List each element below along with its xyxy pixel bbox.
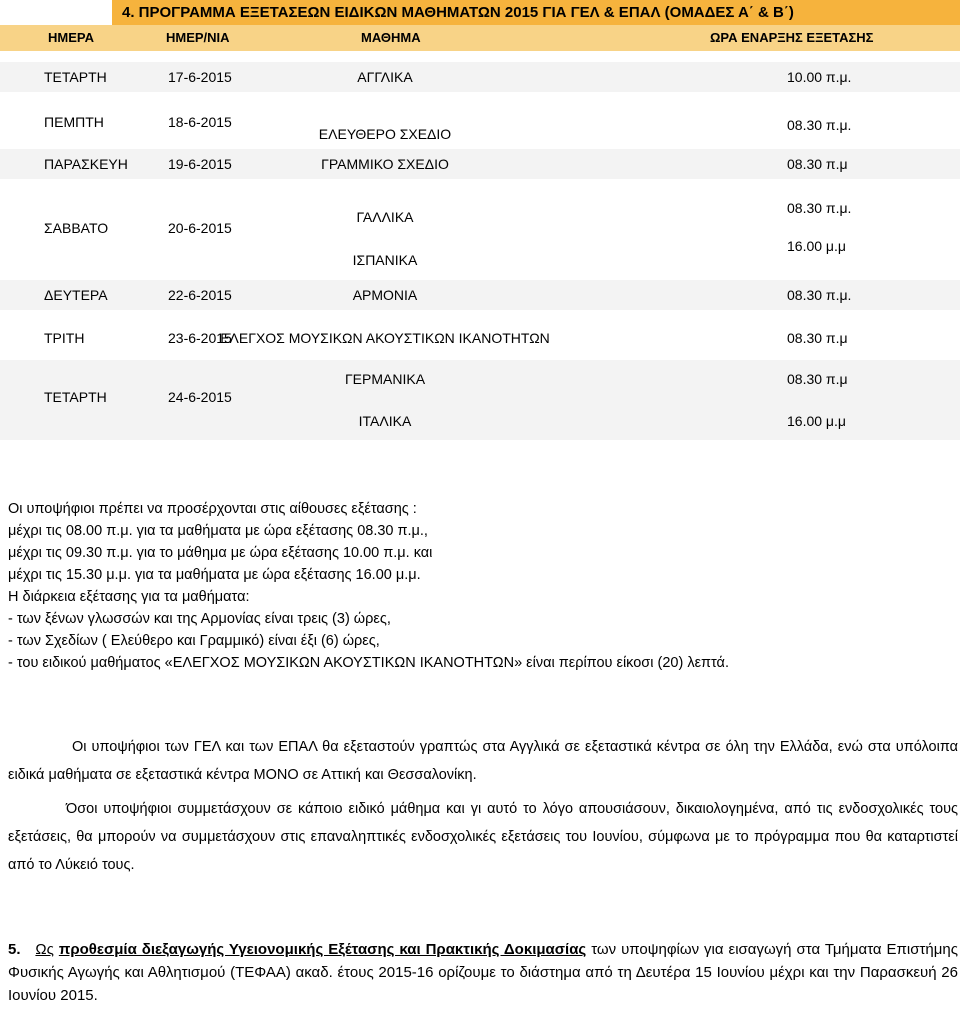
section-5 xyxy=(8,938,958,1007)
paragraph-text: Όσοι υποψήφιοι συμμετάσχουν σε κάποιο ειδικό μάθημα και γι αυτό το λόγο απουσιάσουν, δικαιολογημένα, από τις ενδοσχολικές τους εξετάσεις, θα μπορούν να συμμετάσχουν στις επαναληπτικές ενδοσχολικές εξετάσεις του Ιουνίου, σύμφωνα με το πρόγραμμα που θα καταρτιστεί από το Λύκειό τους. xyxy=(8,801,958,873)
header-time: ΩΡΑ ΕΝΑΡΞΗΣ ΕΞΕΤΑΣΗΣ xyxy=(710,30,874,45)
row-subject: ΕΛΕΥΘΕΡΟ ΣΧΕΔΙΟ xyxy=(318,126,452,142)
row-subject: ΙΤΑΛΙΚΑ xyxy=(358,413,412,429)
row-time: 16.00 μ.μ xyxy=(787,238,846,254)
row-subject: ΓΑΛΛΙΚΑ xyxy=(356,209,414,225)
note-line: μέχρι τις 15.30 μ.μ. για τα μαθήματα με ώρα εξέτασης 16.00 μ.μ. xyxy=(8,567,421,583)
row-subject: ΑΡΜΟΝΙΑ xyxy=(352,287,418,303)
row-time: 08.30 π.μ. xyxy=(787,287,852,303)
table-row xyxy=(0,193,960,277)
row-date: 22-6-2015 xyxy=(168,287,232,303)
note-line: Η διάρκεια εξέτασης για τα μαθήματα: xyxy=(8,589,250,605)
table-header xyxy=(0,25,960,51)
note-line: μέχρι τις 09.30 π.μ. για το μάθημα με ώρα εξέτασης 10.00 π.μ. και xyxy=(8,545,433,561)
row-date: 18-6-2015 xyxy=(168,114,232,130)
row-subject: ΓΡΑΜΜΙΚΟ ΣΧΕΔΙΟ xyxy=(321,156,449,172)
row-subject: ΕΛΕΓΧΟΣ ΜΟΥΣΙΚΩΝ ΑΚΟΥΣΤΙΚΩΝ ΙΚΑΝΟΤΗΤΩΝ xyxy=(220,330,550,346)
row-time: 08.30 π.μ xyxy=(787,156,848,172)
row-date: 23-6-2015 xyxy=(168,330,232,346)
row-time: 08.30 π.μ xyxy=(787,330,848,346)
row-subject: ΙΣΠΑΝΙΚΑ xyxy=(352,252,418,268)
row-day: ΠΑΡΑΣΚΕΥΗ xyxy=(44,156,128,172)
paragraph-absence xyxy=(8,795,958,879)
paragraph-exam-centers xyxy=(8,733,958,789)
table-row xyxy=(0,149,960,179)
row-date: 19-6-2015 xyxy=(168,156,232,172)
row-day: ΤΕΤΑΡΤΗ xyxy=(44,69,107,85)
exam-notes xyxy=(8,498,729,674)
section-4-title xyxy=(112,0,960,26)
header-day: ΗΜΕΡΑ xyxy=(48,30,94,45)
row-time: 08.30 π.μ xyxy=(787,371,848,387)
section-5-number: 5. xyxy=(8,941,21,958)
header-date: ΗΜΕΡ/ΝΙΑ xyxy=(166,30,230,45)
table-row xyxy=(0,323,960,353)
section-4-title-text: 4. ΠΡΟΓΡΑΜΜΑ ΕΞΕΤΑΣΕΩΝ ΕΙΔΙΚΩΝ ΜΑΘΗΜΑΤΩΝ 2015 ΓΙΑ ΓΕΛ & ΕΠΑΛ (ΟΜΑΔΕΣ Α΄ & Β΄) xyxy=(122,4,794,21)
paragraph-text: Οι υποψήφιοι των ΓΕΛ και των ΕΠΑΛ θα εξεταστούν γραπτώς στα Αγγλικά σε εξεταστικά κέντρα σε όλη την Ελλάδα, ενώ στα υπόλοιπα ειδικά μαθήματα σε εξεταστικά κέντρα ΜΟΝΟ σε Αττική και Θεσσαλονίκη. xyxy=(8,739,958,783)
note-line: Οι υποψήφιοι πρέπει να προσέρχονται στις αίθουσες εξέτασης : xyxy=(8,501,417,517)
note-line: - του ειδικού μαθήματος «ΕΛΕΓΧΟΣ ΜΟΥΣΙΚΩΝ ΑΚΟΥΣΤΙΚΩΝ ΙΚΑΝΟΤΗΤΩΝ» είναι περίπου είκοσι (20) λεπτά. xyxy=(8,655,729,671)
row-date: 24-6-2015 xyxy=(168,389,232,405)
section-5-intro: Ως xyxy=(35,941,54,958)
row-time: 08.30 π.μ. xyxy=(787,200,852,216)
row-time: 16.00 μ.μ xyxy=(787,413,846,429)
section-5-rest: των υποψηφίων για εισαγωγή στα Τμήματα Επιστήμης Φυσικής Αγωγής και Αθλητισμού (ΤΕΦΑΑ) ακαδ. έτους 2015-16 ορίζουμε το διάστημα από τη Δευτέρα 15 Ιουνίου μέχρι και την Παρασκευή 26 Ιουνίου 2015. xyxy=(8,941,958,1004)
row-date: 20-6-2015 xyxy=(168,220,232,236)
row-day: ΤΕΤΑΡΤΗ xyxy=(44,389,107,405)
table-row xyxy=(0,360,960,440)
row-time: 10.00 π.μ. xyxy=(787,69,852,85)
row-day: ΤΡΙΤΗ xyxy=(44,330,85,346)
row-time: 08.30 π.μ. xyxy=(787,117,852,133)
row-subject: ΓΕΡΜΑΝΙΚΑ xyxy=(344,371,426,387)
row-day: ΔΕΥΤΕΡΑ xyxy=(44,287,108,303)
table-row xyxy=(0,62,960,92)
table-row xyxy=(0,107,960,147)
row-day: ΠΕΜΠΤΗ xyxy=(44,114,104,130)
row-day: ΣΑΒΒΑΤΟ xyxy=(44,220,109,236)
note-line: μέχρι τις 08.00 π.μ. για τα μαθήματα με ώρα εξέτασης 08.30 π.μ., xyxy=(8,523,428,539)
note-line: - των ξένων γλωσσών και της Αρμονίας είναι τρεις (3) ώρες, xyxy=(8,611,391,627)
header-subject: ΜΑΘΗΜΑ xyxy=(361,30,421,45)
row-date: 17-6-2015 xyxy=(168,69,232,85)
row-subject: ΑΓΓΛΙΚΑ xyxy=(357,69,413,85)
table-row xyxy=(0,280,960,310)
section-5-bold: προθεσμία διεξαγωγής Υγειονομικής Εξέτασης και Πρακτικής Δοκιμασίας xyxy=(58,941,587,958)
note-line: - των Σχεδίων ( Ελεύθερο και Γραμμικό) είναι έξι (6) ώρες, xyxy=(8,633,380,649)
